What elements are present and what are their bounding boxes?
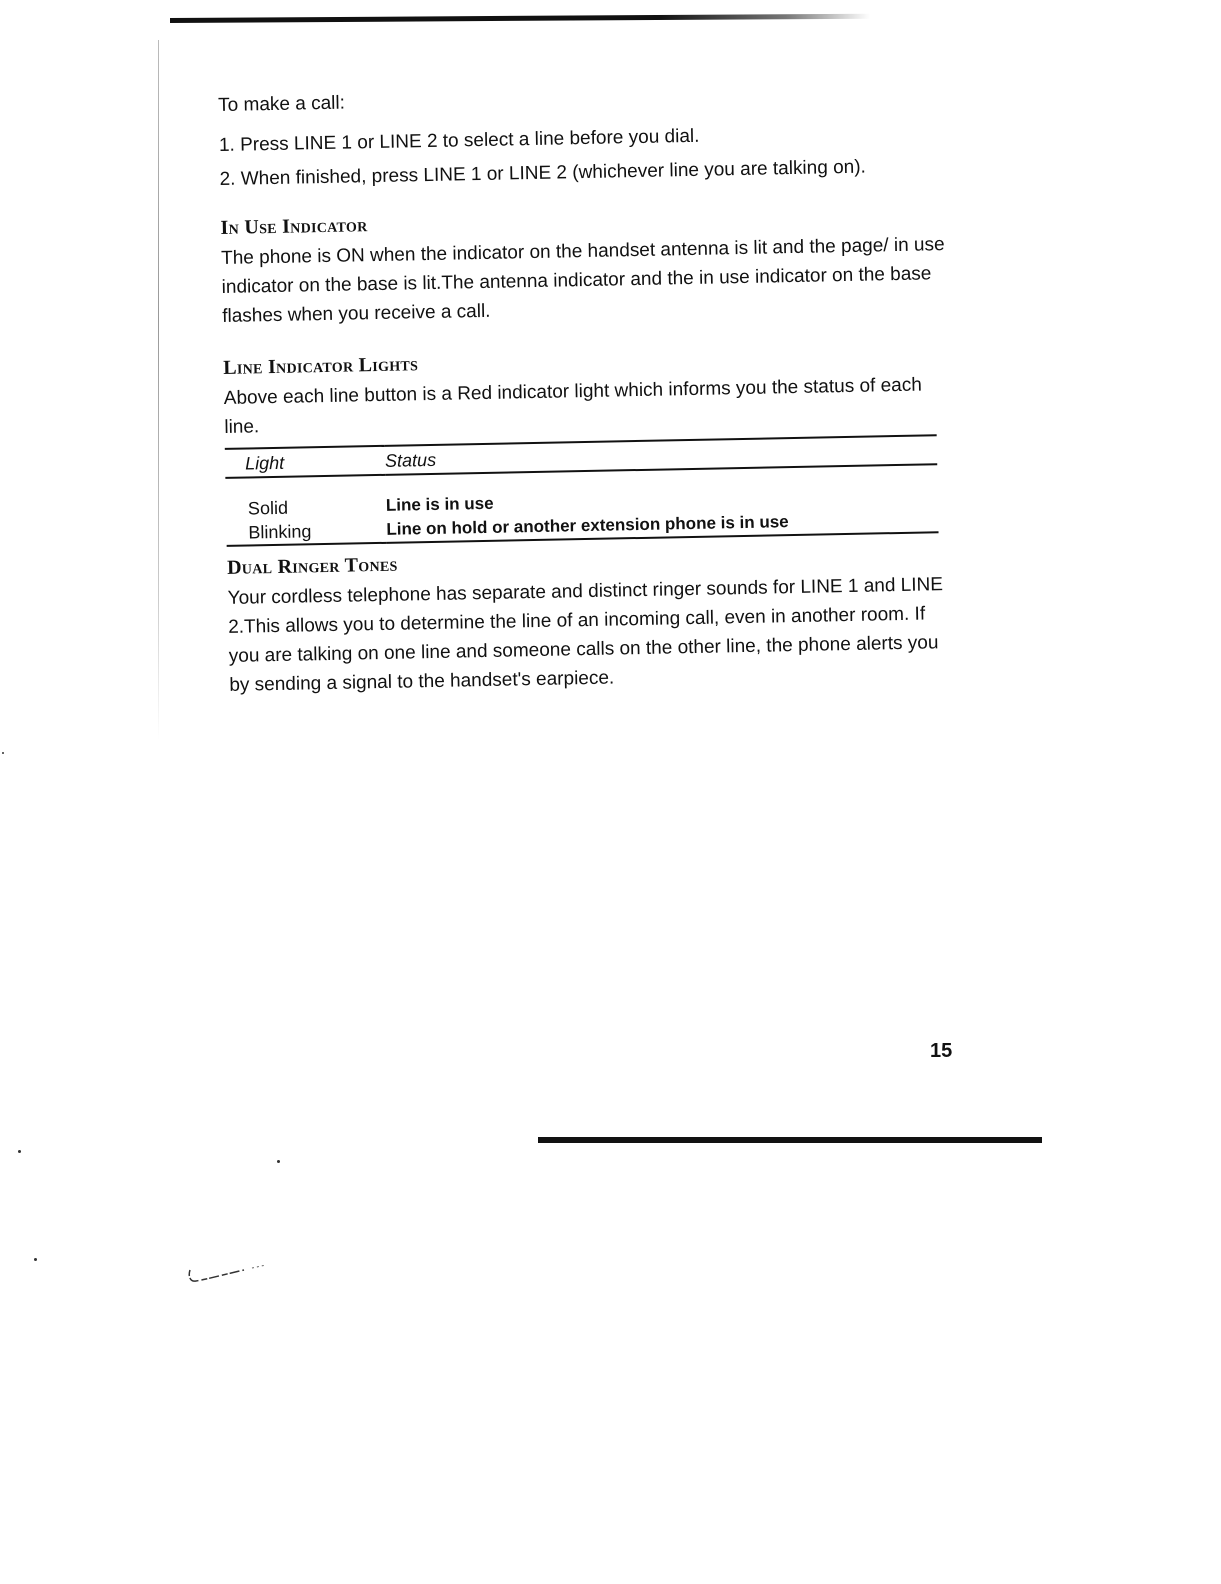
- scan-speck: [34, 1258, 37, 1261]
- step-item: 2. When finished, press LINE 1 or LINE 2 (whichever line you are talking on).: [219, 156, 867, 190]
- dual-ringer-text: Your cordless telephone has separate and distinct ringer sounds for LINE 1 and LINE 2.This allows you to determine the line of an incoming call, even in another room. If you are talking on one line and someone calls on the other line, the phone alerts you by sending a signal to the handset's earpiece.: [227, 574, 944, 696]
- intro-text: To make a call:: [218, 92, 346, 116]
- light-cell: Solid: [247, 497, 289, 519]
- pen-mark-icon: [186, 1262, 286, 1292]
- scan-speck: [277, 1160, 280, 1163]
- line-lights-text: Above each line button is a Red indicator light which informs you the status of each line.: [223, 374, 923, 438]
- header-light: Light: [225, 446, 386, 478]
- page-number: 15: [930, 1040, 953, 1062]
- status-table: [225, 434, 939, 547]
- bottom-rule: [538, 1137, 1042, 1143]
- manual-page: [218, 81, 960, 726]
- steps-list: [219, 121, 950, 191]
- left-margin-line: [158, 40, 159, 740]
- dual-ringer-heading: Dual Ringer Tones: [226, 553, 398, 579]
- scan-speck: [2, 752, 4, 754]
- line-lights-heading: Line Indicator Lights: [223, 353, 419, 379]
- top-rule: [170, 14, 870, 23]
- header-status: Status: [385, 435, 937, 475]
- light-cell: Blinking: [226, 518, 386, 546]
- status-cell: Line is in use: [385, 493, 494, 515]
- scan-speck: [18, 1150, 21, 1153]
- in-use-text: The phone is ON when the indicator on the handset antenna is lit and the page/ in use indicator on the base is lit.The antenna indicator and the in use indicator on the base flashes when you receive a call.: [220, 234, 945, 327]
- status-cell: Line on hold or another extension phone is in use: [386, 507, 938, 543]
- step-item: 1. Press LINE 1 or LINE 2 to select a line before you dial.: [218, 125, 700, 156]
- in-use-heading: In Use Indicator: [220, 214, 368, 239]
